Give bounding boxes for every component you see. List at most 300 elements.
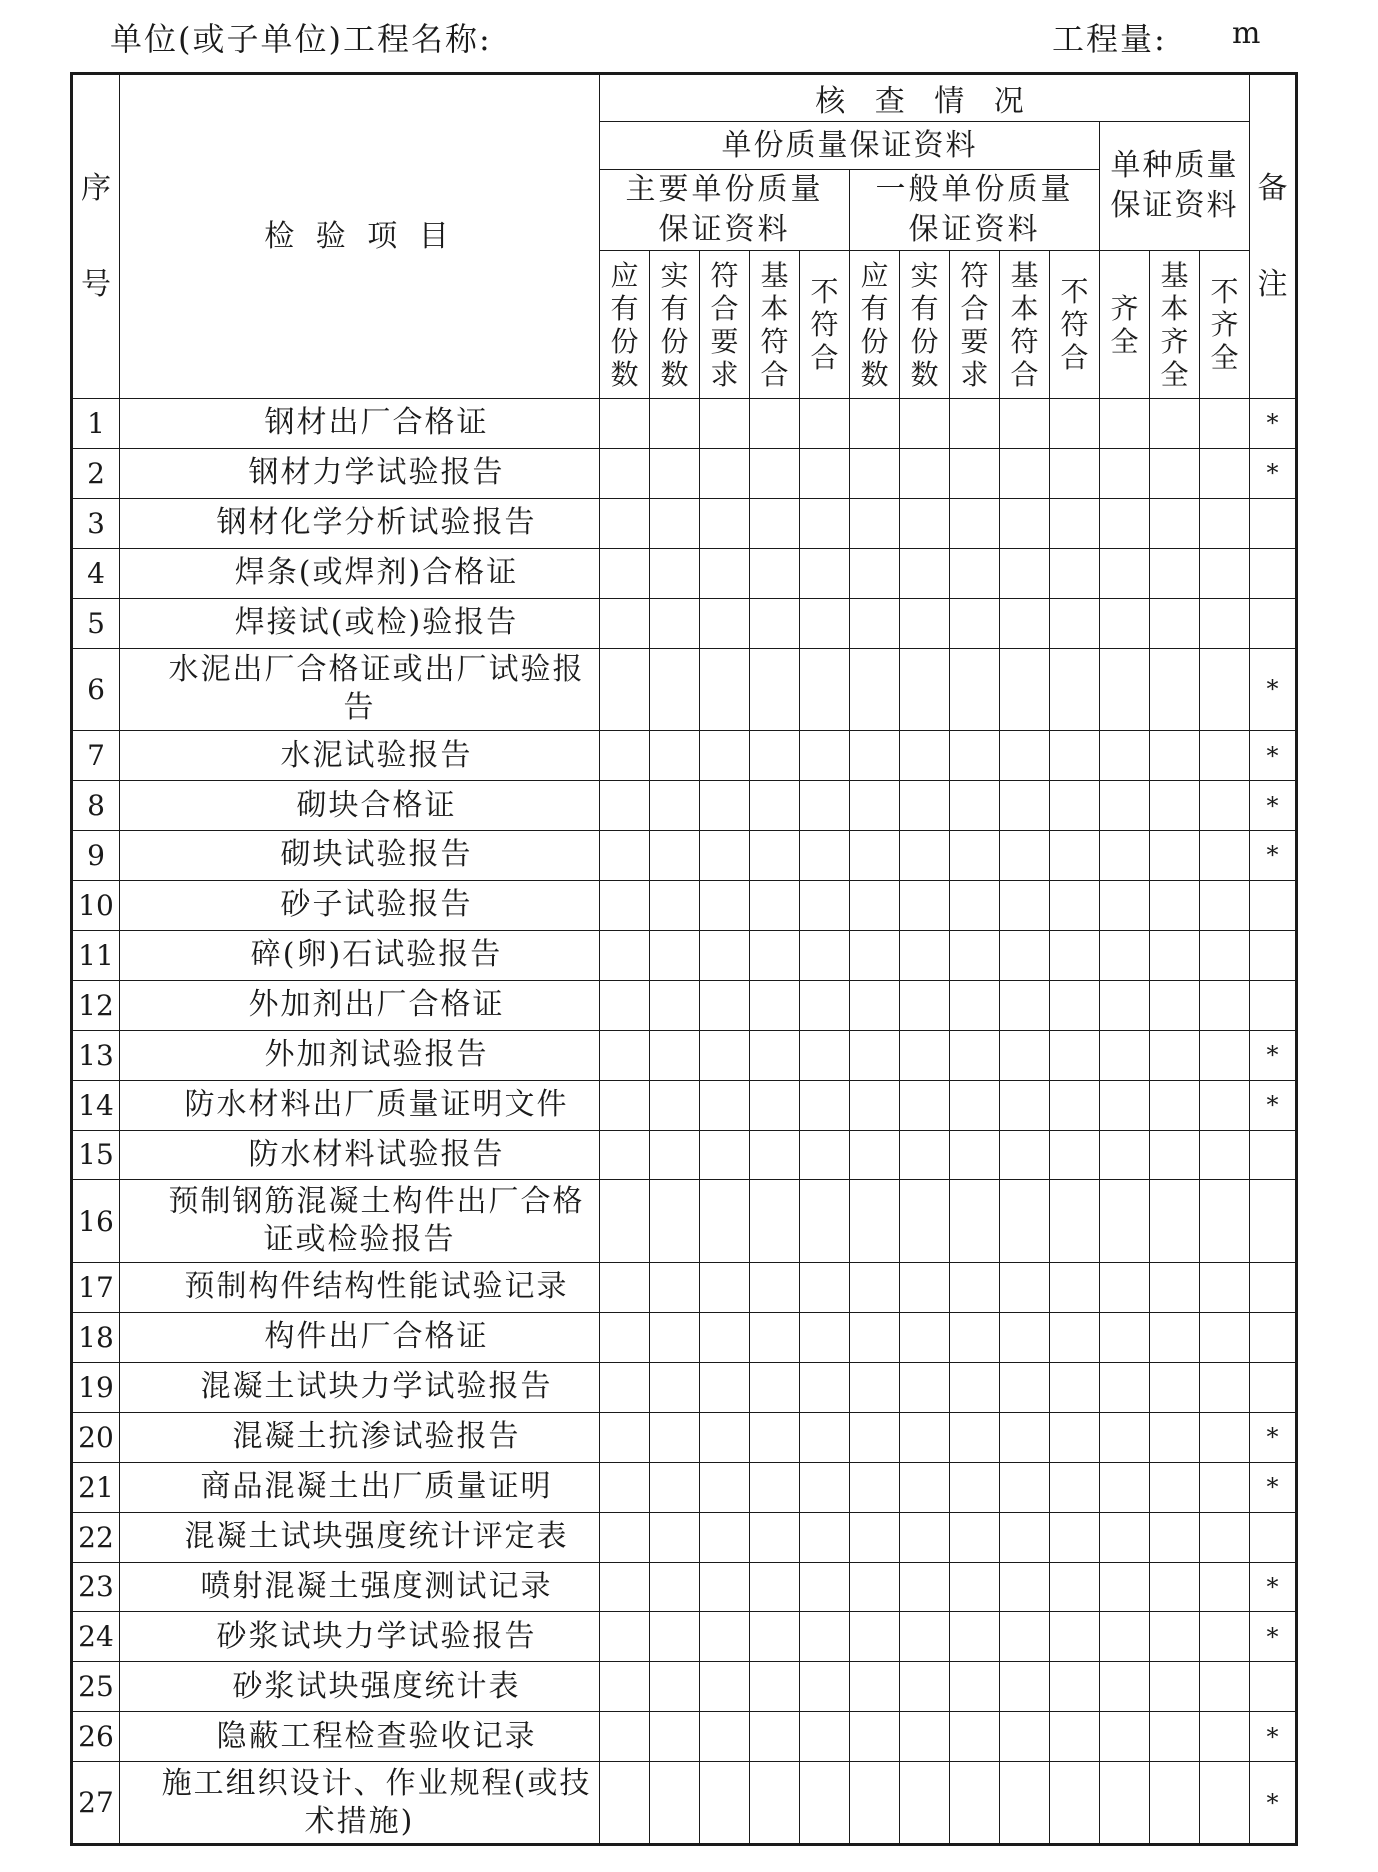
check-cell[interactable] <box>700 648 750 731</box>
check-cell[interactable] <box>600 1512 650 1562</box>
check-cell[interactable] <box>1200 1312 1250 1362</box>
check-cell[interactable] <box>1200 1662 1250 1712</box>
check-cell[interactable] <box>1200 781 1250 831</box>
check-cell[interactable] <box>1100 1362 1150 1412</box>
check-cell[interactable] <box>750 1712 800 1762</box>
check-cell[interactable] <box>850 498 900 548</box>
check-cell[interactable] <box>850 1362 900 1412</box>
check-cell[interactable] <box>800 831 850 881</box>
check-cell[interactable] <box>950 1612 1000 1662</box>
check-cell[interactable] <box>750 1462 800 1512</box>
check-cell[interactable] <box>800 1130 850 1180</box>
check-cell[interactable] <box>1150 1762 1200 1845</box>
check-cell[interactable] <box>1050 648 1100 731</box>
check-cell[interactable] <box>950 1030 1000 1080</box>
check-cell[interactable] <box>750 1130 800 1180</box>
check-cell[interactable] <box>1150 930 1200 980</box>
check-cell[interactable] <box>1150 1412 1200 1462</box>
check-cell[interactable] <box>700 498 750 548</box>
check-cell[interactable] <box>700 448 750 498</box>
check-cell[interactable] <box>600 1030 650 1080</box>
check-cell[interactable] <box>700 1362 750 1412</box>
check-cell[interactable] <box>1200 1180 1250 1263</box>
check-cell[interactable] <box>600 1080 650 1130</box>
check-cell[interactable] <box>700 1662 750 1712</box>
check-cell[interactable] <box>750 1512 800 1562</box>
check-cell[interactable] <box>950 1362 1000 1412</box>
check-cell[interactable] <box>1100 1312 1150 1362</box>
check-cell[interactable] <box>850 831 900 881</box>
check-cell[interactable] <box>900 1080 950 1130</box>
check-cell[interactable] <box>950 1263 1000 1313</box>
check-cell[interactable] <box>700 1762 750 1845</box>
check-cell[interactable] <box>1000 1412 1050 1462</box>
check-cell[interactable] <box>700 548 750 598</box>
check-cell[interactable] <box>1200 980 1250 1030</box>
check-cell[interactable] <box>850 548 900 598</box>
check-cell[interactable] <box>700 1462 750 1512</box>
check-cell[interactable] <box>900 930 950 980</box>
check-cell[interactable] <box>1000 980 1050 1030</box>
check-cell[interactable] <box>900 980 950 1030</box>
check-cell[interactable] <box>1000 930 1050 980</box>
check-cell[interactable] <box>900 1512 950 1562</box>
check-cell[interactable] <box>1000 1130 1050 1180</box>
check-cell[interactable] <box>1100 448 1150 498</box>
check-cell[interactable] <box>1200 448 1250 498</box>
check-cell[interactable] <box>850 1312 900 1362</box>
check-cell[interactable] <box>1050 498 1100 548</box>
check-cell[interactable] <box>850 1562 900 1612</box>
check-cell[interactable] <box>800 1180 850 1263</box>
check-cell[interactable] <box>650 1180 700 1263</box>
check-cell[interactable] <box>800 548 850 598</box>
check-cell[interactable] <box>700 1030 750 1080</box>
check-cell[interactable] <box>950 1130 1000 1180</box>
check-cell[interactable] <box>1150 1562 1200 1612</box>
check-cell[interactable] <box>750 1662 800 1712</box>
check-cell[interactable] <box>1000 498 1050 548</box>
check-cell[interactable] <box>1050 1312 1100 1362</box>
check-cell[interactable] <box>1050 1180 1100 1263</box>
check-cell[interactable] <box>750 448 800 498</box>
check-cell[interactable] <box>1150 498 1200 548</box>
check-cell[interactable] <box>1100 548 1150 598</box>
check-cell[interactable] <box>1050 1362 1100 1412</box>
check-cell[interactable] <box>600 731 650 781</box>
check-cell[interactable] <box>650 831 700 881</box>
check-cell[interactable] <box>900 1462 950 1512</box>
check-cell[interactable] <box>850 1030 900 1080</box>
check-cell[interactable] <box>750 1562 800 1612</box>
check-cell[interactable] <box>650 781 700 831</box>
check-cell[interactable] <box>800 980 850 1030</box>
check-cell[interactable] <box>1000 1080 1050 1130</box>
check-cell[interactable] <box>1150 598 1200 648</box>
check-cell[interactable] <box>950 498 1000 548</box>
check-cell[interactable] <box>1050 1762 1100 1845</box>
check-cell[interactable] <box>800 781 850 831</box>
check-cell[interactable] <box>1150 1362 1200 1412</box>
check-cell[interactable] <box>950 1662 1000 1712</box>
check-cell[interactable] <box>1050 831 1100 881</box>
check-cell[interactable] <box>850 781 900 831</box>
check-cell[interactable] <box>700 1562 750 1612</box>
check-cell[interactable] <box>650 1462 700 1512</box>
check-cell[interactable] <box>650 648 700 731</box>
check-cell[interactable] <box>1200 1512 1250 1562</box>
check-cell[interactable] <box>800 930 850 980</box>
check-cell[interactable] <box>850 1180 900 1263</box>
check-cell[interactable] <box>750 781 800 831</box>
check-cell[interactable] <box>1000 880 1050 930</box>
check-cell[interactable] <box>650 498 700 548</box>
check-cell[interactable] <box>1150 1512 1200 1562</box>
check-cell[interactable] <box>600 1762 650 1845</box>
check-cell[interactable] <box>1050 1562 1100 1612</box>
check-cell[interactable] <box>850 648 900 731</box>
check-cell[interactable] <box>1100 1562 1150 1612</box>
check-cell[interactable] <box>1100 1512 1150 1562</box>
check-cell[interactable] <box>800 399 850 449</box>
check-cell[interactable] <box>600 930 650 980</box>
check-cell[interactable] <box>900 1130 950 1180</box>
check-cell[interactable] <box>650 980 700 1030</box>
check-cell[interactable] <box>1200 548 1250 598</box>
check-cell[interactable] <box>700 1612 750 1662</box>
check-cell[interactable] <box>850 399 900 449</box>
check-cell[interactable] <box>1150 1462 1200 1512</box>
check-cell[interactable] <box>750 548 800 598</box>
check-cell[interactable] <box>1150 831 1200 881</box>
check-cell[interactable] <box>750 930 800 980</box>
check-cell[interactable] <box>650 1080 700 1130</box>
check-cell[interactable] <box>600 1662 650 1712</box>
check-cell[interactable] <box>950 831 1000 881</box>
check-cell[interactable] <box>950 648 1000 731</box>
check-cell[interactable] <box>850 1662 900 1712</box>
check-cell[interactable] <box>1050 980 1100 1030</box>
check-cell[interactable] <box>650 1362 700 1412</box>
check-cell[interactable] <box>1050 731 1100 781</box>
check-cell[interactable] <box>900 448 950 498</box>
check-cell[interactable] <box>900 1263 950 1313</box>
check-cell[interactable] <box>1200 1462 1250 1512</box>
check-cell[interactable] <box>1150 448 1200 498</box>
check-cell[interactable] <box>800 498 850 548</box>
check-cell[interactable] <box>900 1180 950 1263</box>
check-cell[interactable] <box>1100 498 1150 548</box>
check-cell[interactable] <box>600 1130 650 1180</box>
check-cell[interactable] <box>750 731 800 781</box>
check-cell[interactable] <box>1150 1712 1200 1762</box>
check-cell[interactable] <box>1100 831 1150 881</box>
check-cell[interactable] <box>1000 1362 1050 1412</box>
check-cell[interactable] <box>1200 1712 1250 1762</box>
check-cell[interactable] <box>1200 880 1250 930</box>
check-cell[interactable] <box>600 980 650 1030</box>
check-cell[interactable] <box>850 598 900 648</box>
check-cell[interactable] <box>1200 1080 1250 1130</box>
check-cell[interactable] <box>750 648 800 731</box>
check-cell[interactable] <box>850 880 900 930</box>
check-cell[interactable] <box>1100 1462 1150 1512</box>
check-cell[interactable] <box>1050 1462 1100 1512</box>
check-cell[interactable] <box>600 831 650 881</box>
check-cell[interactable] <box>1200 648 1250 731</box>
check-cell[interactable] <box>1100 1762 1150 1845</box>
check-cell[interactable] <box>750 880 800 930</box>
check-cell[interactable] <box>1050 1712 1100 1762</box>
check-cell[interactable] <box>700 1080 750 1130</box>
check-cell[interactable] <box>650 399 700 449</box>
check-cell[interactable] <box>750 598 800 648</box>
check-cell[interactable] <box>1150 980 1200 1030</box>
check-cell[interactable] <box>650 1712 700 1762</box>
check-cell[interactable] <box>600 648 650 731</box>
check-cell[interactable] <box>800 1412 850 1462</box>
check-cell[interactable] <box>600 1362 650 1412</box>
check-cell[interactable] <box>1200 1562 1250 1612</box>
check-cell[interactable] <box>1100 1662 1150 1712</box>
check-cell[interactable] <box>950 448 1000 498</box>
check-cell[interactable] <box>850 1080 900 1130</box>
check-cell[interactable] <box>1100 1030 1150 1080</box>
check-cell[interactable] <box>700 1180 750 1263</box>
check-cell[interactable] <box>800 1612 850 1662</box>
check-cell[interactable] <box>700 598 750 648</box>
check-cell[interactable] <box>1150 548 1200 598</box>
check-cell[interactable] <box>600 781 650 831</box>
check-cell[interactable] <box>1100 731 1150 781</box>
check-cell[interactable] <box>1000 1762 1050 1845</box>
check-cell[interactable] <box>750 1080 800 1130</box>
check-cell[interactable] <box>1000 781 1050 831</box>
check-cell[interactable] <box>650 1662 700 1712</box>
check-cell[interactable] <box>1150 1263 1200 1313</box>
check-cell[interactable] <box>1050 880 1100 930</box>
check-cell[interactable] <box>650 548 700 598</box>
check-cell[interactable] <box>750 831 800 881</box>
check-cell[interactable] <box>1000 1030 1050 1080</box>
check-cell[interactable] <box>900 731 950 781</box>
check-cell[interactable] <box>900 1562 950 1612</box>
check-cell[interactable] <box>800 448 850 498</box>
check-cell[interactable] <box>1200 1362 1250 1412</box>
check-cell[interactable] <box>1000 448 1050 498</box>
check-cell[interactable] <box>600 1263 650 1313</box>
check-cell[interactable] <box>1200 1612 1250 1662</box>
check-cell[interactable] <box>1200 598 1250 648</box>
check-cell[interactable] <box>1100 880 1150 930</box>
check-cell[interactable] <box>1000 1263 1050 1313</box>
check-cell[interactable] <box>1150 731 1200 781</box>
check-cell[interactable] <box>950 598 1000 648</box>
check-cell[interactable] <box>950 1512 1000 1562</box>
check-cell[interactable] <box>850 1263 900 1313</box>
check-cell[interactable] <box>950 1562 1000 1612</box>
check-cell[interactable] <box>850 1130 900 1180</box>
check-cell[interactable] <box>1150 648 1200 731</box>
check-cell[interactable] <box>950 399 1000 449</box>
check-cell[interactable] <box>850 731 900 781</box>
check-cell[interactable] <box>700 1512 750 1562</box>
check-cell[interactable] <box>1100 1263 1150 1313</box>
check-cell[interactable] <box>600 1412 650 1462</box>
check-cell[interactable] <box>600 1462 650 1512</box>
check-cell[interactable] <box>800 1030 850 1080</box>
check-cell[interactable] <box>650 1263 700 1313</box>
check-cell[interactable] <box>600 399 650 449</box>
check-cell[interactable] <box>1100 980 1150 1030</box>
check-cell[interactable] <box>750 1412 800 1462</box>
check-cell[interactable] <box>1100 1712 1150 1762</box>
check-cell[interactable] <box>750 1180 800 1263</box>
check-cell[interactable] <box>750 1312 800 1362</box>
check-cell[interactable] <box>600 880 650 930</box>
check-cell[interactable] <box>1200 498 1250 548</box>
check-cell[interactable] <box>700 831 750 881</box>
check-cell[interactable] <box>1200 1412 1250 1462</box>
check-cell[interactable] <box>1100 1180 1150 1263</box>
check-cell[interactable] <box>1150 1612 1200 1662</box>
check-cell[interactable] <box>900 1312 950 1362</box>
check-cell[interactable] <box>700 781 750 831</box>
check-cell[interactable] <box>1150 1030 1200 1080</box>
check-cell[interactable] <box>900 548 950 598</box>
check-cell[interactable] <box>850 1712 900 1762</box>
check-cell[interactable] <box>650 1612 700 1662</box>
check-cell[interactable] <box>950 1462 1000 1512</box>
check-cell[interactable] <box>1200 831 1250 881</box>
check-cell[interactable] <box>650 1762 700 1845</box>
check-cell[interactable] <box>1050 1130 1100 1180</box>
check-cell[interactable] <box>650 731 700 781</box>
check-cell[interactable] <box>1000 548 1050 598</box>
check-cell[interactable] <box>1200 1762 1250 1845</box>
check-cell[interactable] <box>750 1762 800 1845</box>
check-cell[interactable] <box>600 1562 650 1612</box>
check-cell[interactable] <box>1000 1562 1050 1612</box>
check-cell[interactable] <box>750 980 800 1030</box>
check-cell[interactable] <box>1100 598 1150 648</box>
check-cell[interactable] <box>1150 399 1200 449</box>
check-cell[interactable] <box>950 781 1000 831</box>
check-cell[interactable] <box>1100 781 1150 831</box>
check-cell[interactable] <box>1000 1662 1050 1712</box>
check-cell[interactable] <box>800 1662 850 1712</box>
check-cell[interactable] <box>1050 1080 1100 1130</box>
check-cell[interactable] <box>900 1412 950 1462</box>
check-cell[interactable] <box>750 1030 800 1080</box>
check-cell[interactable] <box>1050 598 1100 648</box>
check-cell[interactable] <box>800 731 850 781</box>
check-cell[interactable] <box>650 1512 700 1562</box>
check-cell[interactable] <box>1200 731 1250 781</box>
check-cell[interactable] <box>900 831 950 881</box>
check-cell[interactable] <box>600 548 650 598</box>
check-cell[interactable] <box>1050 781 1100 831</box>
check-cell[interactable] <box>600 1312 650 1362</box>
check-cell[interactable] <box>600 498 650 548</box>
check-cell[interactable] <box>650 598 700 648</box>
check-cell[interactable] <box>800 1312 850 1362</box>
check-cell[interactable] <box>850 448 900 498</box>
check-cell[interactable] <box>1050 1030 1100 1080</box>
check-cell[interactable] <box>900 1030 950 1080</box>
check-cell[interactable] <box>800 598 850 648</box>
check-cell[interactable] <box>1150 1130 1200 1180</box>
check-cell[interactable] <box>600 1612 650 1662</box>
check-cell[interactable] <box>1050 930 1100 980</box>
check-cell[interactable] <box>1150 1662 1200 1712</box>
check-cell[interactable] <box>600 448 650 498</box>
check-cell[interactable] <box>1100 1080 1150 1130</box>
check-cell[interactable] <box>650 1030 700 1080</box>
check-cell[interactable] <box>700 930 750 980</box>
check-cell[interactable] <box>1150 1180 1200 1263</box>
check-cell[interactable] <box>900 598 950 648</box>
check-cell[interactable] <box>900 399 950 449</box>
check-cell[interactable] <box>650 880 700 930</box>
check-cell[interactable] <box>1200 399 1250 449</box>
check-cell[interactable] <box>800 1562 850 1612</box>
check-cell[interactable] <box>800 648 850 731</box>
check-cell[interactable] <box>700 980 750 1030</box>
check-cell[interactable] <box>750 1263 800 1313</box>
check-cell[interactable] <box>700 1263 750 1313</box>
check-cell[interactable] <box>1050 448 1100 498</box>
check-cell[interactable] <box>800 1712 850 1762</box>
check-cell[interactable] <box>1050 1512 1100 1562</box>
check-cell[interactable] <box>800 1762 850 1845</box>
check-cell[interactable] <box>650 1412 700 1462</box>
check-cell[interactable] <box>650 1562 700 1612</box>
check-cell[interactable] <box>900 1762 950 1845</box>
check-cell[interactable] <box>1000 1180 1050 1263</box>
check-cell[interactable] <box>1150 781 1200 831</box>
check-cell[interactable] <box>850 1462 900 1512</box>
check-cell[interactable] <box>850 930 900 980</box>
check-cell[interactable] <box>950 1080 1000 1130</box>
check-cell[interactable] <box>650 448 700 498</box>
check-cell[interactable] <box>900 1712 950 1762</box>
check-cell[interactable] <box>700 731 750 781</box>
check-cell[interactable] <box>950 1312 1000 1362</box>
check-cell[interactable] <box>700 1312 750 1362</box>
check-cell[interactable] <box>900 648 950 731</box>
check-cell[interactable] <box>600 1712 650 1762</box>
check-cell[interactable] <box>800 1462 850 1512</box>
check-cell[interactable] <box>1200 1130 1250 1180</box>
check-cell[interactable] <box>800 880 850 930</box>
check-cell[interactable] <box>850 1762 900 1845</box>
check-cell[interactable] <box>1000 831 1050 881</box>
check-cell[interactable] <box>950 980 1000 1030</box>
check-cell[interactable] <box>900 1612 950 1662</box>
check-cell[interactable] <box>850 980 900 1030</box>
check-cell[interactable] <box>700 880 750 930</box>
check-cell[interactable] <box>750 1612 800 1662</box>
check-cell[interactable] <box>900 781 950 831</box>
check-cell[interactable] <box>650 930 700 980</box>
check-cell[interactable] <box>900 1362 950 1412</box>
check-cell[interactable] <box>1200 930 1250 980</box>
check-cell[interactable] <box>1000 1512 1050 1562</box>
check-cell[interactable] <box>950 930 1000 980</box>
check-cell[interactable] <box>950 880 1000 930</box>
check-cell[interactable] <box>800 1362 850 1412</box>
